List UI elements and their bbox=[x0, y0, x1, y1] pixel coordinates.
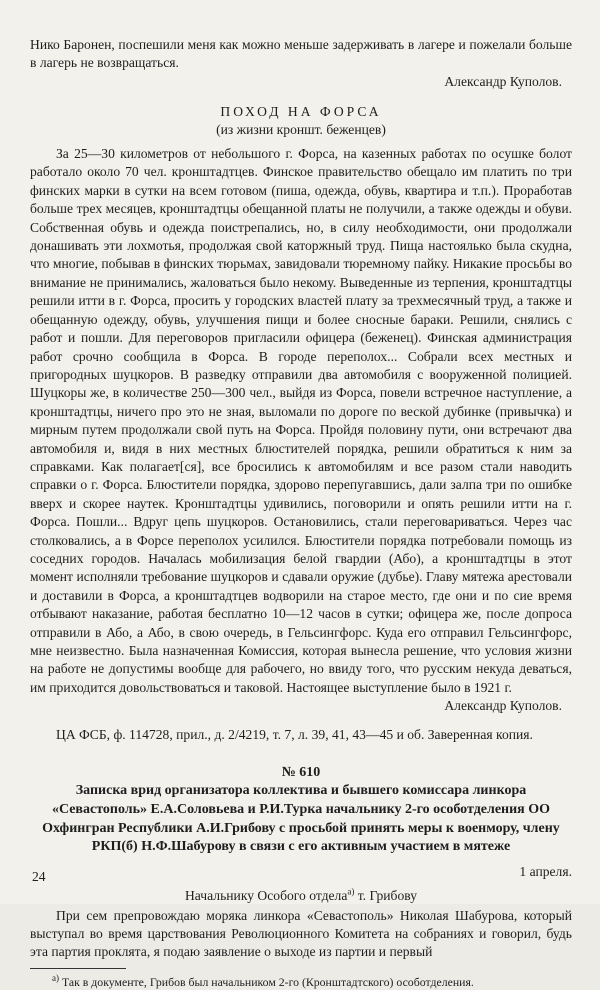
footnote-marker: а) bbox=[347, 886, 355, 897]
intro-signature: Александр Куполов. bbox=[444, 73, 562, 89]
document-body: При сем препровождаю моряка линкора «Севастополь» Николая Шабурова, который выступал во время царствования Революционного Комитета на собраниях и говорил, будь эта партия проклята, я подаю заявление о выходе из партии и первый bbox=[30, 907, 572, 960]
section-signature: Александр Куполов. bbox=[444, 698, 562, 714]
document-date: 1 апреля. bbox=[519, 863, 572, 879]
footnote-mark: а) bbox=[52, 972, 59, 983]
footnote-text: Так в документе, Грибов был начальником 2-го (Кронштадтского) особотделения. bbox=[61, 974, 474, 989]
footnote bbox=[30, 972, 572, 990]
address-recipient: т. Грибову bbox=[354, 888, 418, 904]
footnote-divider bbox=[30, 968, 126, 969]
page-number: 24 bbox=[32, 869, 46, 884]
intro-paragraph: Нико Баронен, поспешили меня как можно меньше задерживать в лагере и пожелали больше в лагерь не возвращаться. bbox=[30, 37, 572, 71]
address-text: Начальнику Особого отдела bbox=[184, 888, 348, 904]
section-subheading: (из жизни кроншт. беженцев) bbox=[216, 121, 386, 137]
document-number: № 610 bbox=[281, 765, 321, 781]
section-heading: ПОХОД НА ФОРСА bbox=[220, 104, 382, 120]
archive-reference: ЦА ФСБ, ф. 114728, прил., д. 2/4219, т. 7, л. 39, 41, 43—45 и об. Заверенная копия. bbox=[56, 726, 533, 742]
document-address bbox=[30, 887, 572, 905]
document-title: Записка врид организатора коллектива и бывшего комиссара линкора «Севастополь» Е.А.Соловьева и Р.И.Турка начальнику 2-го особотделения ОО Охфингран Республики А.И.Грибову с просьбой принять меры к военмору, члену РКП(б) Н.Ф.Шабурову в связи с его активным участием в мятеже bbox=[42, 783, 560, 855]
section-body: За 25—30 километров от небольшого г. Форса, на казенных работах по осушке болот работало около 70 чел. кронштадтцев. Финское правительство обещало им платить по три финских марки в сутки на всем готовом (пиша, одежда, обувь, квартира и т.п.). Проработав больше трех месяцев, кронштадтцы обещанной платы не получили, а также одежды и обуви. Собственная обувь и одежда поистрепались, но, в силу необходимости, они продолжали донашивать эти лохмотья, продолжая свой каторжный труд. Пища настоялько была скудна, что многие, побывав в финских тюрьмах, завидовали тюремному пайку. Никакие просьбы во внимание не принимались, жаловаться было некому. Выведенные из терпения, кронштадтцы решили итти в г. Форса, просить у городских властей плату за трехмесячный труд, а также и обещанную одежду, обувь, улучшения пищи и более сносные бараки. Решили, снялись с работ и пошли. Для переговоров пригласили офицера (беженец). Финская администрация работ срочно сообщила в Форса. В городе переполох... Собрали всех местных и пригородных шуцкоров. В разведку отправили два автомобиля с вооруженной полицией. Шуцкоры же, в количестве 250—300 чел., выйдя из Форса, повели встречное наступление, а кронштадтцы, ничего про это не зная, выломали по дороге по веской дубинке (привычка) и мирным путем продолжали свой путь на Форса. Пройдя половину пути, они встречают два автомобиля и, видя в них местных блюстителей порядка, решили обратиться к ним за справками. Как полагает[ся], все бросились к автомобилям и все разом стали наводить справки о г. Форса. Блюстители порядка, здорово перепугавшись, дали залпа три по ошибке вверх и скорее наутек. Кронштадтцы удивились, поговорили и опять решили итти на г. Форса. Пошли... Вдруг цепь шуцкоров. Остановились, стали переговариваться. Через час столковались, а в Форсе переполох усилился. Блюстители порядка потребовали помощь из соседних городов. Началась мобилизация белой гвардии (Або), а кронштадтцы в этот момент исполняли требование шуцкоров и сдавали оружие (дубье). Главу мятежа арестовали и доставили в Форса, а кронштадтцев водворили на старое место, где они и по сие время отбывают наказание, работая бесплатно 10—12 часов в сутки; офицера же, после допроса отправили в Або, а Або, в свою очередь, в Гельсингфорс. Куда его отправил Гельсингфорс, мне неизвестно. Была назначенная Комиссия, которая вынесла решение, что условия жизни на работе не допустимы вообще для рабочего, но ввиду того, что русским некуда деваться, им приходится довольствоваться и таковой. Настоящее выступление было в 1921 г. bbox=[30, 146, 572, 695]
